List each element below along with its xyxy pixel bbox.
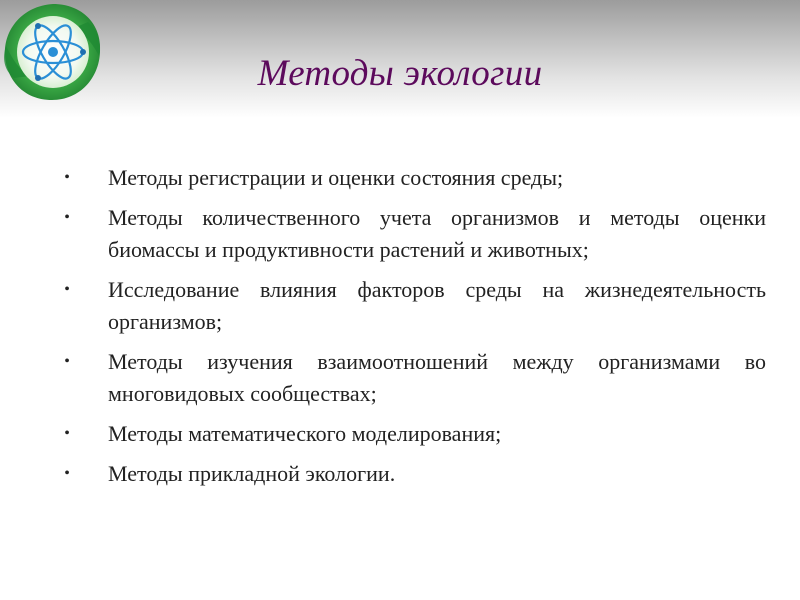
bullet-item-4 (60, 346, 766, 410)
bullet-dot-icon: • (64, 281, 70, 298)
bullet-dot-icon: • (64, 209, 70, 226)
bullet-text: Исследование влияния факторов среды на жизнедеятельность организмов; (108, 277, 766, 334)
bullet-dot-icon: • (64, 353, 70, 370)
bullet-item-2 (60, 202, 766, 266)
slide-title: Методы экологии (257, 53, 543, 94)
bullet-dot-icon: • (64, 425, 70, 442)
bullet-dot-icon: • (64, 169, 70, 186)
bullet-text: Методы регистрации и оценки состояния среды; (108, 165, 564, 190)
bullet-dot-icon: • (64, 465, 70, 482)
bullet-text: Методы прикладной экологии. (108, 461, 396, 486)
bullet-list (60, 162, 766, 498)
bullet-item-5 (60, 418, 766, 450)
bullet-item-3 (60, 274, 766, 338)
bullet-item-6 (60, 458, 766, 490)
bullet-text: Методы количественного учета организмов и методы оценки биомассы и продуктивности растений и животных; (108, 205, 766, 262)
bullet-item-1 (60, 162, 766, 194)
bullet-text: Методы изучения взаимоотношений между организмами во многовидовых сообществах; (108, 349, 766, 406)
atom-leaf-icon (0, 0, 106, 106)
bullet-text: Методы математического моделирования; (108, 421, 502, 446)
